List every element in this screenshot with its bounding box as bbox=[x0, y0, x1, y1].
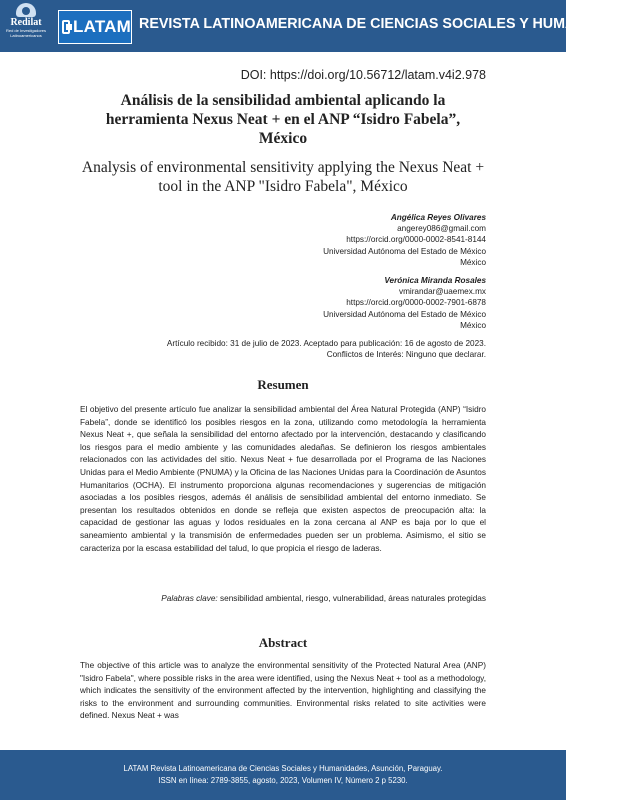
redilat-logo-name: Redilat bbox=[10, 17, 42, 28]
resumen-heading: Resumen bbox=[257, 377, 309, 392]
article-dates bbox=[167, 338, 486, 360]
latam-badge bbox=[58, 10, 132, 44]
journal-title: REVISTA LATINOAMERICANA DE CIENCIAS SOCIALES Y HUMANIDADES bbox=[139, 16, 640, 32]
journal-footer bbox=[0, 750, 566, 800]
received-date: Artículo recibido: 31 de julio de 2023. Aceptado para publicación: 16 de agosto de 2023. bbox=[166, 339, 486, 348]
latam-badge-text: LATAM bbox=[73, 17, 131, 36]
redilat-logo-subtitle: Red de Investigadores Latinoamericanos bbox=[5, 28, 47, 38]
journal-header bbox=[0, 0, 640, 52]
author-orcid[interactable]: https://orcid.org/0000-0002-8541-8144 bbox=[346, 235, 486, 245]
author-country: México bbox=[460, 257, 486, 267]
footer-line-1: LATAM Revista Latinoamericana de Ciencias Sociales y Humanidades, Asunción, Paraguay. bbox=[123, 764, 443, 773]
doi-link[interactable]: DOI: https://doi.org/10.56712/latam.v4i2.978 bbox=[240, 68, 486, 82]
author-email[interactable]: vmirandar@uaemex.mx bbox=[398, 287, 486, 297]
footer-line-2: ISSN en línea: 2789-3855, agosto, 2023, Volumen IV, Número 2 p 5230. bbox=[158, 776, 408, 785]
author-name: Angélica Reyes Olivares bbox=[390, 213, 486, 222]
author-institution: Universidad Autónoma del Estado de México bbox=[323, 309, 486, 319]
conflicts-statement: Conflictos de Interés: Ninguno que declarar. bbox=[326, 350, 486, 360]
author-2 bbox=[323, 275, 486, 331]
latam-square-icon bbox=[62, 20, 70, 34]
author-country: México bbox=[460, 320, 486, 330]
abstract-text: The objective of this article was to analyze the environmental sensitivity of the Protected Natural Area (ANP) "Isidro Fabela", where possible risks in the area were identified, using the Nexus Neat + tool as a methodology, which indicates the sensitivity of the environment affected by the intervention, highlighting and classifying the risks to the environment and surrounding communities. Environmental risks related to site activities were defined. Nexus Neat + was bbox=[80, 661, 486, 721]
resumen-text: El objetivo del presente artículo fue analizar la sensibilidad ambiental del Área Natural Protegida (ANP) “Isidro Fabela”, donde se identificó los posibles riesgos en la zona, utilizando como metodología la herramienta Nexus Neat +, que señala la sensibilidad del entorno afectado por la intervención, destacando y clasificando los riesgos para el medio ambiente y las comunidades aledañas. Se definieron los riesgos ambientales relacionados con las actividades del sitio. Nexus Neat + fue desarrollada por el Programa de las Naciones Unidas para el Medio Ambiente (PNUMA) y la Oficina de las Naciones Unidas para la Coordinación de Asuntos Humanitarios (OCHA). El instrumento proporciona algunas recomendaciones y sugerencias de mitigación asociadas a los posibles riesgos, además él análisis de sensibilidad ambiental del entorno inmediato. Se presentan los resultados obtenidos en donde se refleja que existen aspectos de preocupación alta: la capacidad de gestionar las aguas y lodos residuales en la zona cercana al ANP es baja por lo que el saneamiento ambiental y la transmisión de enfermedades pueden ser un problema. Asimismo, el sitio se caracteriza por la escasa estabilidad del talud, lo que propicia el riesgo de laderas. bbox=[80, 405, 486, 553]
author-1 bbox=[323, 212, 486, 268]
title-spanish: Análisis de la sensibilidad ambiental aplicando la herramienta Nexus Neat + en el ANP “Isidro Fabela”, México bbox=[105, 92, 461, 147]
author-institution: Universidad Autónoma del Estado de México bbox=[323, 246, 486, 256]
keywords-label: Palabras clave: bbox=[161, 594, 218, 603]
redilat-logo-icon bbox=[16, 3, 36, 17]
author-name: Verónica Miranda Rosales bbox=[384, 276, 486, 285]
redilat-logo bbox=[3, 3, 49, 49]
keywords bbox=[161, 594, 486, 603]
title-english: Analysis of environmental sensitivity applying the Nexus Neat + tool in the ANP "Isidro Fabela", México bbox=[81, 159, 485, 195]
keywords-list: sensibilidad ambiental, riesgo, vulnerabilidad, áreas naturales protegidas bbox=[220, 594, 486, 603]
author-email[interactable]: angerey086@gmail.com bbox=[397, 224, 486, 234]
abstract-heading: Abstract bbox=[258, 635, 308, 650]
author-orcid[interactable]: https://orcid.org/0000-0002-7901-6878 bbox=[346, 298, 486, 308]
